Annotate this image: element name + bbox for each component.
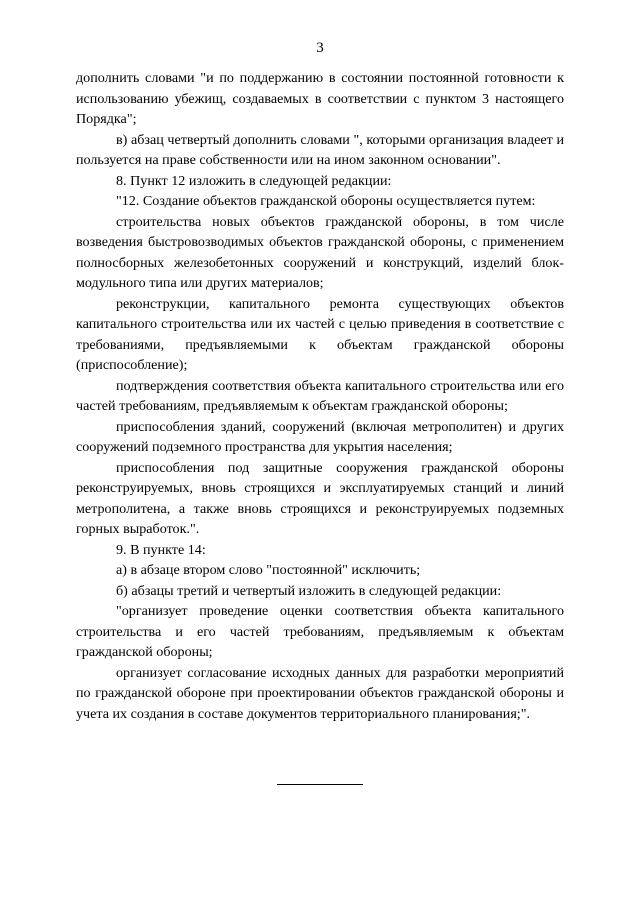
paragraph: реконструкции, капитального ремонта существующих объектов капитального строительства или их частей с целью приведения в соответствие с требованиями, предъявляемыми к объектам гражданской обороны (приспособление); xyxy=(76,295,564,373)
paragraph: организует согласование исходных данных для разработки мероприятий по гражданской обороне при проектировании объектов гражданской обороны и учета их создания в составе документов территориального планирования;". xyxy=(76,664,564,722)
paragraph: дополнить словами "и по поддержанию в состоянии постоянной готовности к использованию убежищ, создаваемых в соответствии с пунктом 3 настоящего Порядка"; xyxy=(76,70,564,127)
paragraph: приспособления под защитные сооружения гражданской обороны реконструируемых, вновь строящихся и эксплуатируемых станций и линий метрополитена, а также вновь строящихся и реконструируемых подземных горных выработок.". xyxy=(76,459,564,537)
paragraph: а) в абзаце втором слово "постоянной" исключить; xyxy=(116,562,421,578)
footer-rule xyxy=(277,784,363,785)
paragraph: приспособления зданий, сооружений (включая метрополитен) и других сооружений подземного пространства для укрытия населения; xyxy=(76,418,564,455)
paragraph: "12. Создание объектов гражданской обороны осуществляется путем: xyxy=(116,193,536,209)
paragraph: строительства новых объектов гражданской обороны, в том числе возведения быстровозводимых объектов гражданской обороны, с применением полносборных железобетонных сооружений и конструкций, изделий блок-модульного типа или других материалов; xyxy=(76,213,564,291)
paragraph: "организует проведение оценки соответствия объекта капитального строительства и его частей требованиям, предъявляемым к объектам гражданской обороны; xyxy=(76,603,564,660)
page-number: 3 xyxy=(316,40,324,56)
document-body xyxy=(76,68,564,724)
paragraph: 9. В пункте 14: xyxy=(116,541,206,558)
paragraph: подтверждения соответствия объекта капитального строительства или его частей требованиям, предъявляемым к объектам гражданской обороны; xyxy=(76,377,564,414)
paragraph: 8. Пункт 12 изложить в следующей редакции: xyxy=(116,172,392,189)
paragraph: в) абзац четвертый дополнить словами ", которыми организация владеет и пользуется на праве собственности или на ином законном основании". xyxy=(76,131,564,168)
paragraph: б) абзацы третий и четвертый изложить в следующей редакции: xyxy=(116,582,502,599)
